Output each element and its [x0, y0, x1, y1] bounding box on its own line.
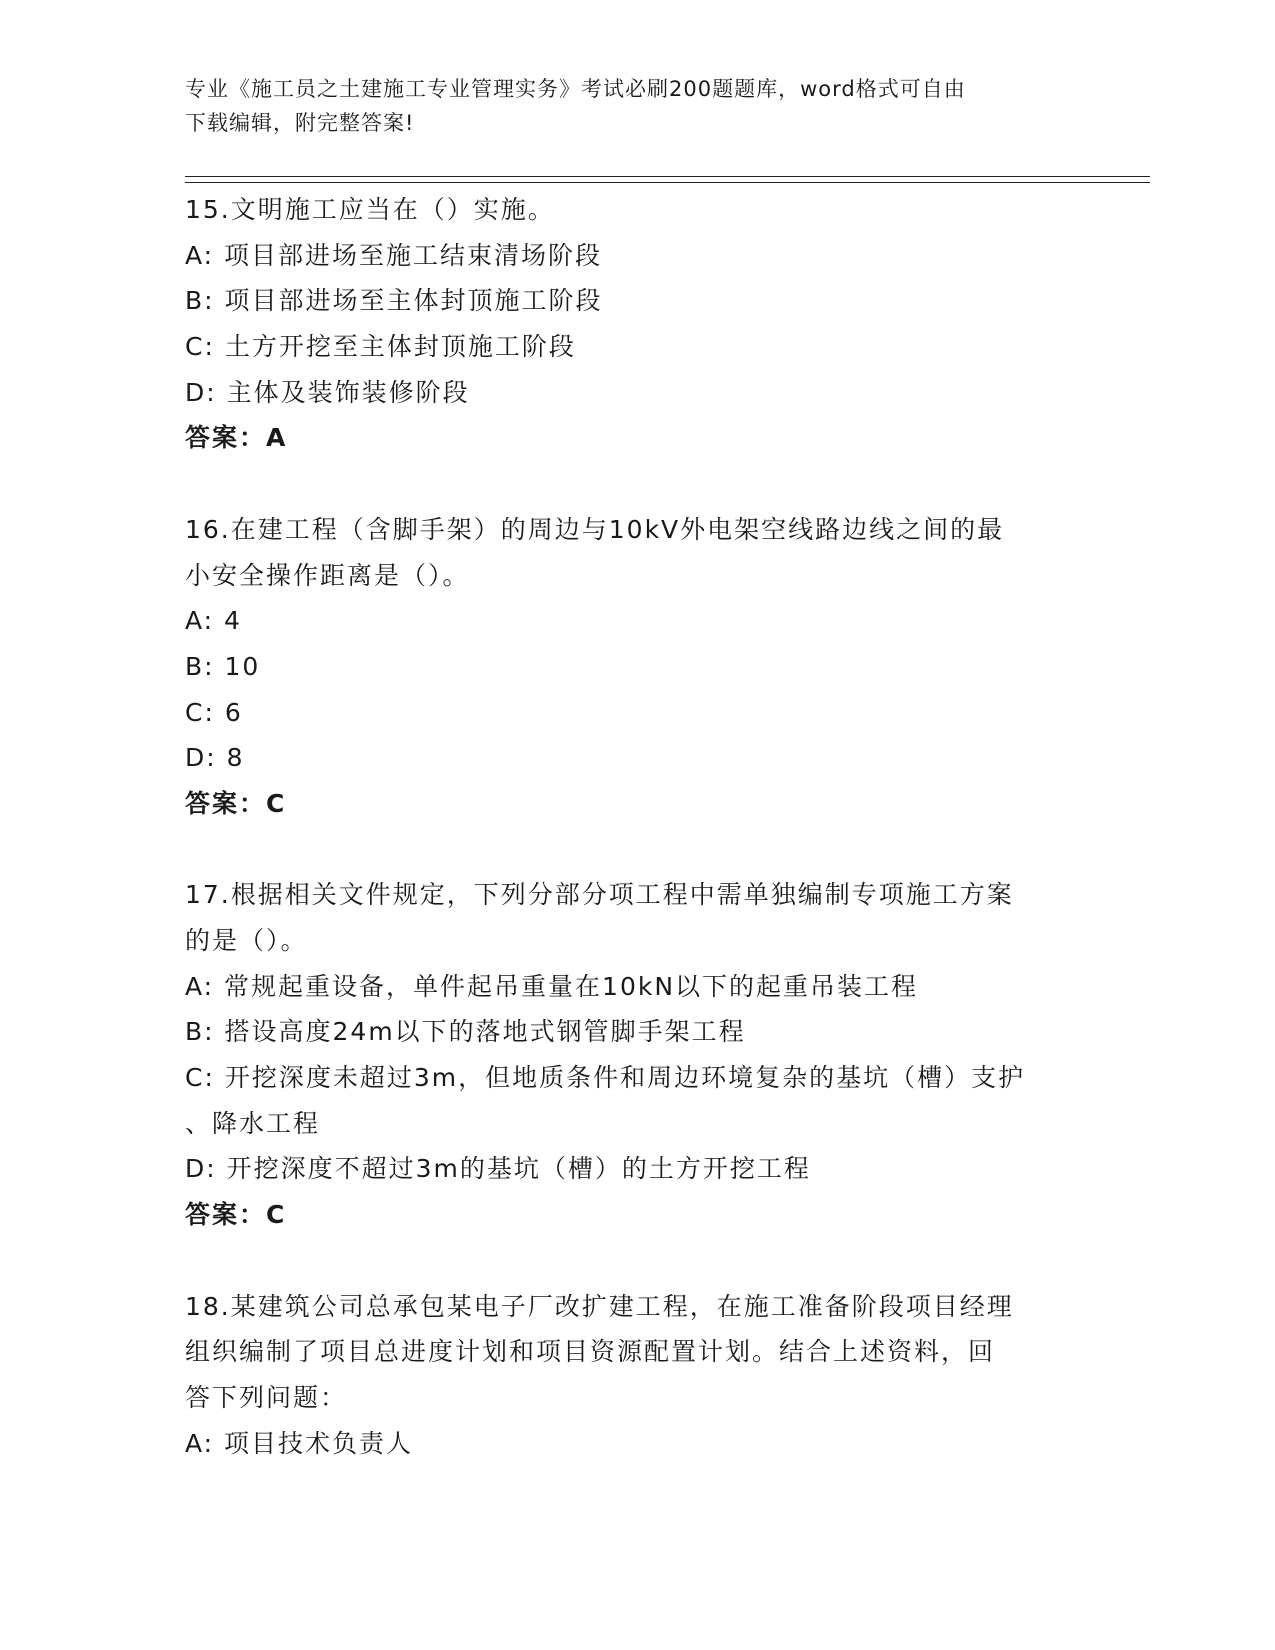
option-c-cont: 、降水工程 — [185, 1108, 321, 1138]
question-stem: 15.文明施工应当在（）实施。 — [185, 195, 555, 224]
document-header — [185, 72, 1085, 140]
question-16 — [185, 507, 1085, 827]
option-a: A: 项目技术负责人 — [185, 1428, 414, 1458]
question-list — [185, 187, 1085, 1466]
question-spacer — [185, 827, 1085, 873]
header-divider-top — [185, 176, 1150, 177]
question-stem-cont: 小安全操作距离是（）。 — [185, 560, 470, 590]
question-stem-cont: 组织编制了项目总进度计划和项目资源配置计划。结合上述资料，回 — [185, 1337, 996, 1367]
option-b: B: 10 — [185, 651, 261, 681]
option-d: D: 8 — [185, 743, 245, 773]
question-stem-cont: 答下列问题： — [185, 1382, 348, 1412]
option-a: A: 项目部进场至施工结束清场阶段 — [185, 240, 603, 270]
question-stem: 17.根据相关文件规定，下列分部分项工程中需单独编制专项施工方案 — [185, 880, 1014, 910]
option-a: A: 4 — [185, 606, 242, 636]
question-spacer — [185, 461, 1085, 507]
answer: 答案：A — [185, 423, 288, 453]
option-c: C: 6 — [185, 697, 243, 727]
option-c: C: 开挖深度未超过3m，但地质条件和周边环境复杂的基坑（槽）支护 — [185, 1063, 1026, 1093]
option-b: B: 项目部进场至主体封顶施工阶段 — [185, 286, 603, 316]
option-b: B: 搭设高度24m以下的落地式钢管脚手架工程 — [185, 1017, 746, 1047]
question-17 — [185, 872, 1085, 1238]
answer: 答案：C — [185, 1200, 287, 1230]
option-a: A: 常规起重设备，单件起吊重量在10kN以下的起重吊装工程 — [185, 971, 919, 1001]
option-d: D: 开挖深度不超过3m的基坑（槽）的土方开挖工程 — [185, 1154, 811, 1184]
question-18 — [185, 1284, 1085, 1467]
question-stem: 18.某建筑公司总承包某电子厂改扩建工程，在施工准备阶段项目经理 — [185, 1291, 1014, 1321]
header-divider-bottom — [185, 182, 1150, 183]
question-stem-cont: 的是（）。 — [185, 926, 308, 955]
question-spacer — [185, 1238, 1085, 1284]
option-d: D: 主体及装饰装修阶段 — [185, 377, 470, 407]
header-line-2: 下载编辑，附完整答案! — [185, 111, 415, 135]
header-line-1: 专业《施工员之土建施工专业管理实务》考试必刷200题题库，word格式可自由 — [185, 77, 966, 101]
question-stem: 16.在建工程（含脚手架）的周边与10kV外电架空线路边线之间的最 — [185, 514, 1005, 544]
answer: 答案：C — [185, 788, 287, 818]
option-c: C: 土方开挖至主体封顶施工阶段 — [185, 332, 576, 362]
question-15 — [185, 187, 1085, 461]
